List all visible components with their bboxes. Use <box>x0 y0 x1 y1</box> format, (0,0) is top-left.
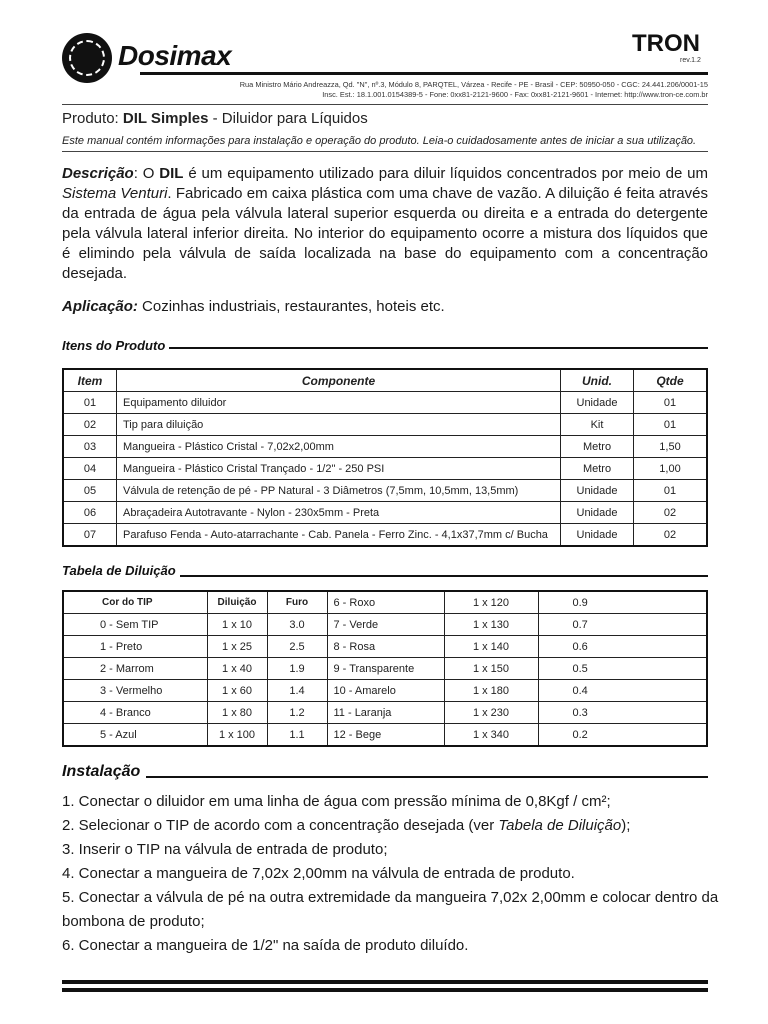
tip-color: 1 - Preto <box>63 636 207 658</box>
tip-color: 12 - Bege <box>327 724 444 747</box>
component: Equipamento diluidor <box>117 392 561 414</box>
step-2: 2. Selecionar o TIP de acordo com a concentração desejada (ver Tabela de Diluição); <box>62 817 631 834</box>
header-item: Item <box>63 369 117 392</box>
table-row <box>63 702 707 724</box>
dilution: 1 x 130 <box>444 614 538 636</box>
unit: Unidade <box>561 524 634 547</box>
step-6: 6. Conectar a mangueira de 1/2" na saída de produto diluído. <box>62 937 469 954</box>
dilution: 1 x 10 <box>207 614 267 636</box>
quantity: 1,50 <box>634 436 708 458</box>
hole: 1.9 <box>267 658 327 680</box>
tip-color: 0 - Sem TIP <box>63 614 207 636</box>
unit: Metro <box>561 458 634 480</box>
component: Abraçadeira Autotravante - Nylon - 230x5mm - Preta <box>117 502 561 524</box>
dilution: 1 x 140 <box>444 636 538 658</box>
component: Tip para diluição <box>117 414 561 436</box>
revision: rev.1.2 <box>680 57 701 64</box>
header-hole: Furo <box>267 591 327 614</box>
table-row <box>63 524 707 547</box>
step-4: 4. Conectar a mangueira de 7,02x 2,00mm na válvula de entrada de produto. <box>62 865 575 882</box>
table-row <box>63 436 707 458</box>
item-number: 04 <box>63 458 117 480</box>
hole: 0.9 <box>538 591 707 614</box>
item-number: 03 <box>63 436 117 458</box>
table-row <box>63 724 707 747</box>
table-row <box>63 414 707 436</box>
hole: 0.5 <box>538 658 707 680</box>
tip-color: 3 - Vermelho <box>63 680 207 702</box>
hole: 0.3 <box>538 702 707 724</box>
component: Mangueira - Plástico Cristal Trançado - 1/2" - 250 PSI <box>117 458 561 480</box>
quantity: 01 <box>634 414 708 436</box>
dilution: 1 x 230 <box>444 702 538 724</box>
header-component: Componente <box>117 369 561 392</box>
tip-color: 7 - Verde <box>327 614 444 636</box>
quantity: 02 <box>634 524 708 547</box>
table-row <box>63 591 707 614</box>
manual-note: Este manual contém informações para instalação e operação do produto. Leia-o cuidadosamente antes de iniciar a sua utilização. <box>62 135 697 147</box>
section-rule <box>62 776 708 778</box>
application: Aplicação: Cozinhas industriais, restaurantes, hoteis etc. <box>62 298 445 315</box>
tip-color: 9 - Transparente <box>327 658 444 680</box>
dilution: 1 x 80 <box>207 702 267 724</box>
item-number: 05 <box>63 480 117 502</box>
dilution-section-title: Tabela de Diluição <box>62 563 180 578</box>
dilution: 1 x 120 <box>444 591 538 614</box>
table-row <box>63 458 707 480</box>
dilution: 1 x 60 <box>207 680 267 702</box>
hole: 1.2 <box>267 702 327 724</box>
product-title: Produto: DIL Simples - Diluidor para Líquidos <box>62 110 368 127</box>
tip-color: 4 - Branco <box>63 702 207 724</box>
quantity: 01 <box>634 392 708 414</box>
table-row <box>63 680 707 702</box>
footer-rule <box>62 988 708 992</box>
step-5: 5. Conectar a válvula de pé na outra extremidade da mangueira 7,02x 2,00mm e colocar dentro da bombona de produto; <box>62 889 719 930</box>
component: Parafuso Fenda - Auto-atarrachante - Cab. Panela - Ferro Zinc. - 4,1x37,7mm c/ Bucha <box>117 524 561 547</box>
hole: 1.1 <box>267 724 327 747</box>
step-1: 1. Conectar o diluidor em uma linha de água com pressão mínima de 0,8Kgf / cm²; <box>62 793 611 810</box>
address-line-2: Insc. Est.: 18.1.001.0154389-5 - Fone: 0xx81-2121-9600 - Fax: 0xx81-2121-9601 - Internet: http://www.tron-ce.com.br <box>322 89 708 99</box>
tron-logo: TRON <box>632 30 700 57</box>
unit: Kit <box>561 414 634 436</box>
dosimax-logo-icon <box>62 33 112 83</box>
dilution: 1 x 340 <box>444 724 538 747</box>
unit: Unidade <box>561 502 634 524</box>
header-unit: Unid. <box>561 369 634 392</box>
quantity: 01 <box>634 480 708 502</box>
header-rule <box>140 72 708 75</box>
component: Válvula de retenção de pé - PP Natural - 3 Diâmetros (7,5mm, 10,5mm, 13,5mm) <box>117 480 561 502</box>
divider <box>62 104 708 105</box>
header-qty: Qtde <box>634 369 708 392</box>
tip-color: 11 - Laranja <box>327 702 444 724</box>
step-3: 3. Inserir o TIP na válvula de entrada de produto; <box>62 841 388 858</box>
hole: 0.2 <box>538 724 707 747</box>
item-number: 06 <box>63 502 117 524</box>
dilution: 1 x 25 <box>207 636 267 658</box>
items-table <box>62 368 708 547</box>
dilution-table <box>62 590 708 747</box>
tip-color: 6 - Roxo <box>327 591 444 614</box>
tip-color: 2 - Marrom <box>63 658 207 680</box>
company-address <box>140 80 708 99</box>
tip-color: 10 - Amarelo <box>327 680 444 702</box>
hole: 0.4 <box>538 680 707 702</box>
quantity: 02 <box>634 502 708 524</box>
hole: 2.5 <box>267 636 327 658</box>
table-row <box>63 392 707 414</box>
item-number: 01 <box>63 392 117 414</box>
installation-title: Instalação <box>62 763 146 781</box>
unit: Metro <box>561 436 634 458</box>
quantity: 1,00 <box>634 458 708 480</box>
dilution: 1 x 150 <box>444 658 538 680</box>
items-header-row <box>63 369 707 392</box>
installation-steps <box>62 790 722 958</box>
table-row <box>63 502 707 524</box>
hole: 1.4 <box>267 680 327 702</box>
brand-name: Dosimax <box>118 40 232 71</box>
item-number: 07 <box>63 524 117 547</box>
dilution: 1 x 40 <box>207 658 267 680</box>
header-dilution: Diluição <box>207 591 267 614</box>
items-section-title: Itens do Produto <box>62 338 169 353</box>
table-row <box>63 614 707 636</box>
divider <box>62 151 708 152</box>
unit: Unidade <box>561 480 634 502</box>
dilution: 1 x 180 <box>444 680 538 702</box>
table-row <box>63 480 707 502</box>
address-line-1: Rua Ministro Mário Andreazza, Qd. "N", nº.3, Módulo 8, PARQTEL, Várzea - Recife - PE - Brasil - CEP: 50950-050 - CGC: 24.441.206/0001-15 <box>239 80 708 89</box>
hole: 0.7 <box>538 614 707 636</box>
tip-color: 5 - Azul <box>63 724 207 747</box>
description: Descrição: O DIL é um equipamento utilizado para diluir líquidos concentrados por meio de um Sistema Venturi. Fabricado em caixa plástica com uma chave de vazão. A diluição é feita através da entrada de água pela válvula lateral superior esquerda ou direita e a entrada do detergente pela válvula lateral inferior direita. No interior do equipamento ocorre a mistura dos líquidos que é elimindo pela válvula de saída localizada na base do equipamento com a concentração desejada. <box>62 165 708 282</box>
item-number: 02 <box>63 414 117 436</box>
table-row <box>63 658 707 680</box>
header-tip-color: Cor do TIP <box>63 591 207 614</box>
unit: Unidade <box>561 392 634 414</box>
hole: 3.0 <box>267 614 327 636</box>
hole: 0.6 <box>538 636 707 658</box>
tip-color: 8 - Rosa <box>327 636 444 658</box>
component: Mangueira - Plástico Cristal - 7,02x2,00mm <box>117 436 561 458</box>
footer-rule <box>62 980 708 984</box>
dilution: 1 x 100 <box>207 724 267 747</box>
table-row <box>63 636 707 658</box>
